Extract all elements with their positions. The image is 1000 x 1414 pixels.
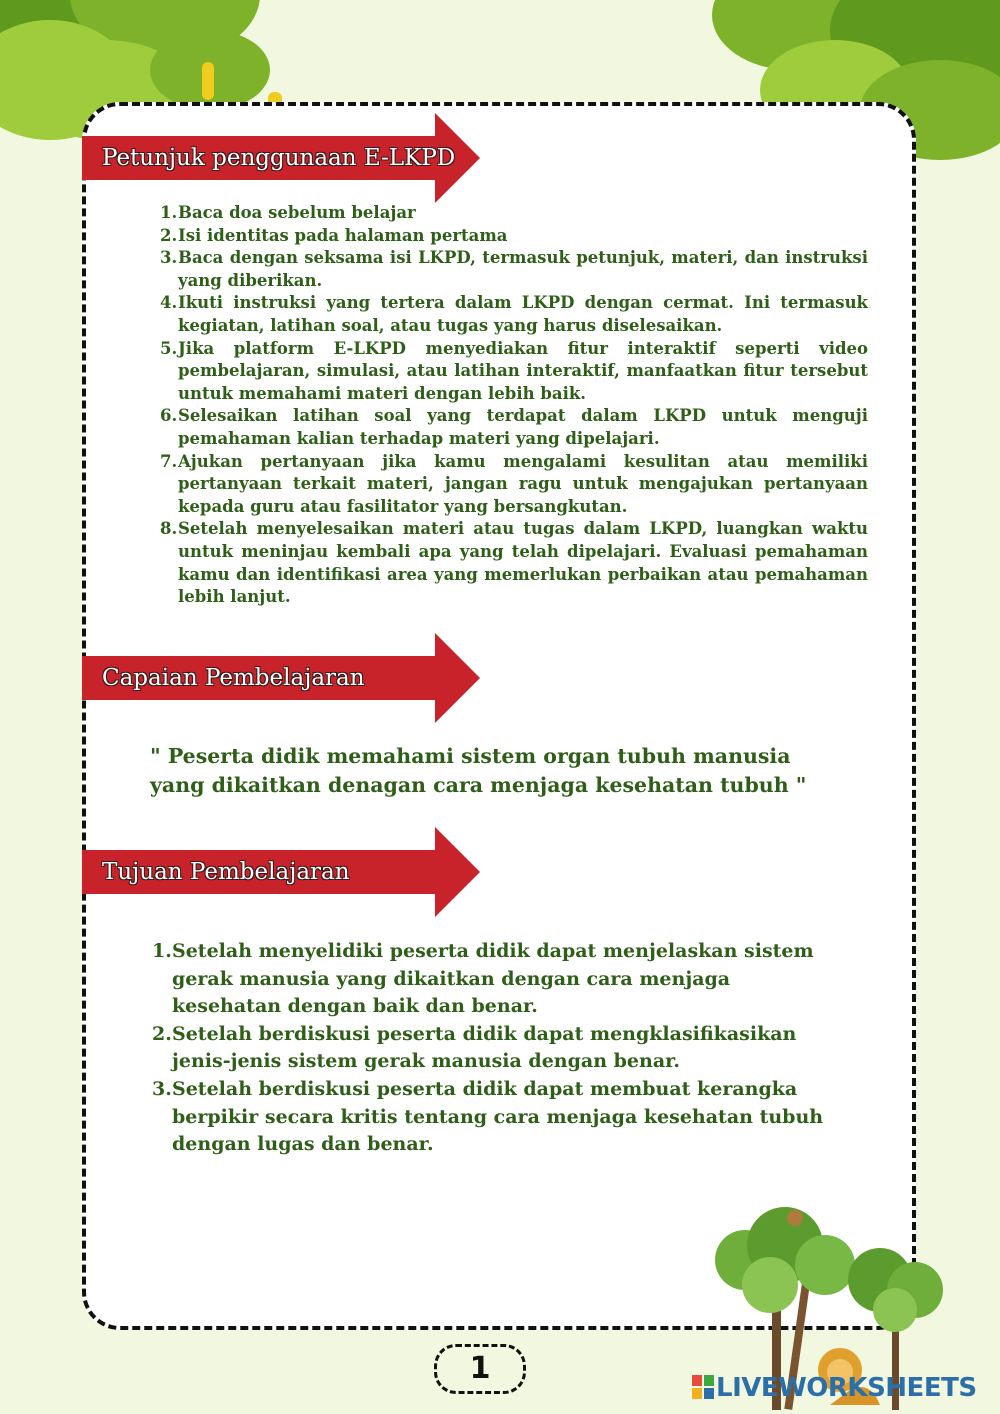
learning-outcome-text: " Peserta didik memahami sistem organ tubuh manusia yang dikaitkan denagan cara menjaga kesehatan tubuh " bbox=[150, 744, 807, 797]
outcomes-title: Capaian Pembelajaran bbox=[102, 665, 365, 691]
list-text: Ajukan pertanyaan jika kamu mengalami kesulitan atau memiliki pertanyaan terkait materi, jangan ragu untuk mengajukan pertanyaan kepada guru atau fasilitator yang bersangkutan. bbox=[178, 451, 868, 516]
list-number: 3. bbox=[160, 248, 178, 268]
list-text: Isi identitas pada halaman pertama bbox=[178, 225, 508, 245]
objectives-ribbon bbox=[82, 827, 480, 917]
objectives-list bbox=[152, 938, 842, 1159]
list-item bbox=[160, 292, 868, 337]
list-text: Selesaikan latihan soal yang terdapat dalam LKPD untuk menguji pemahaman kalian terhadap materi yang dipelajari. bbox=[178, 406, 868, 448]
list-item bbox=[152, 1021, 842, 1076]
list-item bbox=[160, 247, 868, 292]
list-text: Ikuti instruksi yang tertera dalam LKPD dengan cermat. Ini termasuk kegiatan, latihan soal, atau tugas yang harus diselesaikan. bbox=[178, 293, 868, 335]
list-number: 2. bbox=[160, 225, 178, 245]
list-item bbox=[160, 451, 868, 519]
list-item bbox=[160, 202, 868, 225]
list-item bbox=[160, 225, 868, 248]
list-number: 2. bbox=[152, 1022, 172, 1045]
list-text: Setelah berdiskusi peserta didik dapat membuat kerangka berpikir secara kritis tentang cara menjaga kesehatan tubuh dengan lugas dan benar. bbox=[172, 1077, 824, 1156]
list-number: 7. bbox=[160, 451, 178, 471]
list-item bbox=[160, 405, 868, 450]
list-number: 3. bbox=[152, 1077, 172, 1100]
list-text: Setelah menyelidiki peserta didik dapat menjelaskan sistem gerak manusia yang dikaitkan dengan cara menjaga kesehatan dengan baik dan benar. bbox=[172, 940, 814, 1018]
instructions-title: Petunjuk penggunaan E-LKPD bbox=[102, 145, 456, 171]
liveworksheets-watermark bbox=[692, 1373, 977, 1403]
list-number: 1. bbox=[160, 203, 178, 222]
list-item bbox=[152, 1076, 842, 1159]
list-text: Baca doa sebelum belajar bbox=[178, 203, 416, 222]
list-item bbox=[160, 338, 868, 406]
list-number: 1. bbox=[152, 940, 172, 962]
outcomes-ribbon bbox=[82, 633, 480, 723]
list-text: Baca dengan seksama isi LKPD, termasuk petunjuk, materi, dan instruksi yang diberikan. bbox=[178, 248, 868, 290]
instructions-ribbon bbox=[82, 113, 480, 203]
list-number: 4. bbox=[160, 293, 178, 313]
list-number: 5. bbox=[160, 338, 178, 358]
liveworksheets-logo-icon bbox=[692, 1375, 714, 1399]
list-number: 6. bbox=[160, 406, 178, 426]
list-text: Jika platform E-LKPD menyediakan fitur interaktif seperti video pembelajaran, simulasi, atau latihan interaktif, manfaatkan fitur tersebut untuk memahami materi dengan lebih baik. bbox=[178, 338, 868, 403]
list-number: 8. bbox=[160, 519, 178, 539]
watermark-text: LIVEWORKSHEETS bbox=[716, 1373, 977, 1403]
list-text: Setelah berdiskusi peserta didik dapat mengklasifikasikan jenis-jenis sistem gerak manusia dengan benar. bbox=[172, 1022, 797, 1073]
list-item bbox=[152, 938, 842, 1021]
list-item bbox=[160, 518, 868, 608]
page-number: 1 bbox=[434, 1344, 526, 1394]
list-text: Setelah menyelesaikan materi atau tugas dalam LKPD, luangkan waktu untuk meninjau kembali apa yang telah dipelajari. Evaluasi pemahaman kamu dan identifikasi area yang memerlukan perbaikan atau pemahaman lebih lanjut. bbox=[178, 519, 868, 607]
instructions-list bbox=[160, 202, 868, 609]
objectives-title: Tujuan Pembelajaran bbox=[102, 859, 350, 885]
